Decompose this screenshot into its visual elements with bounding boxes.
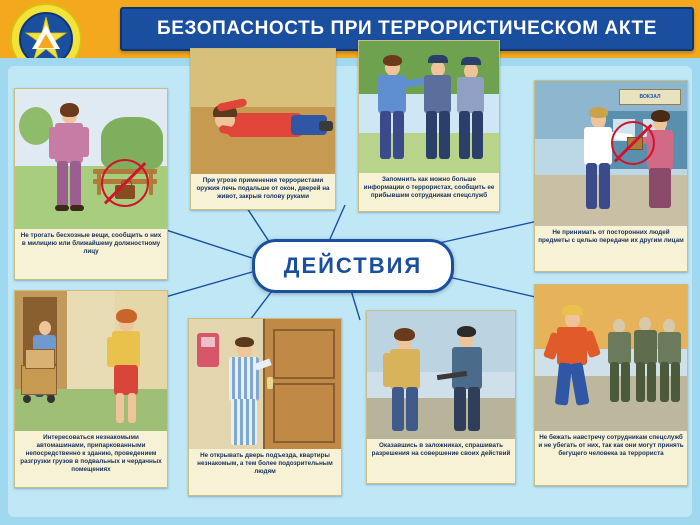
illustration-report-to-police [359, 41, 499, 173]
panel-caption: Интересоваться незнакомыми автомашинами, припаркованными непосредственно к зданию, проведением разгрузки грузов в подвальных и чердачных помещениях [15, 431, 167, 487]
panel-watch-vehicles[interactable] [14, 290, 168, 488]
center-badge [252, 239, 454, 293]
panel-caption: Оказавшись в заложниках, спрашивать разрешения на совершение своих действий [367, 439, 515, 483]
illustration-door-peephole [189, 319, 341, 449]
center-badge-label: ДЕЙСТВИЯ [283, 253, 423, 278]
panel-top-left[interactable] [14, 88, 168, 280]
panel-caption: Не открывать дверь подъезда, квартиры незнакомым, а тем более подозрительным людям [189, 449, 341, 495]
panel-caption: Не принимать от посторонних людей предметы с целью передачи их другим лицам [535, 226, 687, 271]
page-title: БЕЗОПАСНОСТЬ ПРИ ТЕРРОРИСТИЧЕСКОМ АКТЕ [156, 18, 658, 39]
illustration-hostage [367, 311, 515, 439]
panel-lie-down[interactable] [190, 48, 336, 210]
panel-do-not-open-door[interactable] [188, 318, 342, 496]
station-sign [619, 89, 681, 105]
illustration-unloading-boxes [15, 291, 167, 431]
panel-do-not-run[interactable] [534, 284, 688, 486]
illustration-running-man-and-officers [535, 285, 687, 431]
panel-caption: Не бежать навстречу сотрудникам спецслужб и не убегать от них, так как они могут принять бегущего человека за террориста [535, 431, 687, 485]
illustration-abandoned-bag [15, 89, 167, 229]
panel-caption: При угрозе применения террористами оружия лечь подальше от окон, дверей на живот, закрыв голову руками [191, 174, 335, 209]
illustration-station-refuse-item [535, 81, 687, 226]
panel-caption: Не трогать бесхозные вещи, сообщить о них в милицию или ближайшему должностному лицу [15, 229, 167, 279]
panel-inform-police[interactable] [358, 40, 500, 212]
panel-caption: Запомнить как можно больше информации о террористах, сообщить ее прибывшим сотрудникам спецслужб [359, 173, 499, 211]
station-sign-label: ВОКЗАЛ [639, 93, 661, 100]
prohibition-sign-icon [101, 159, 149, 207]
prohibition-sign-icon [611, 121, 655, 165]
illustration-lie-on-floor [191, 49, 335, 174]
panel-hostage-ask-permission[interactable] [366, 310, 516, 484]
panel-refuse-package[interactable] [534, 80, 688, 272]
